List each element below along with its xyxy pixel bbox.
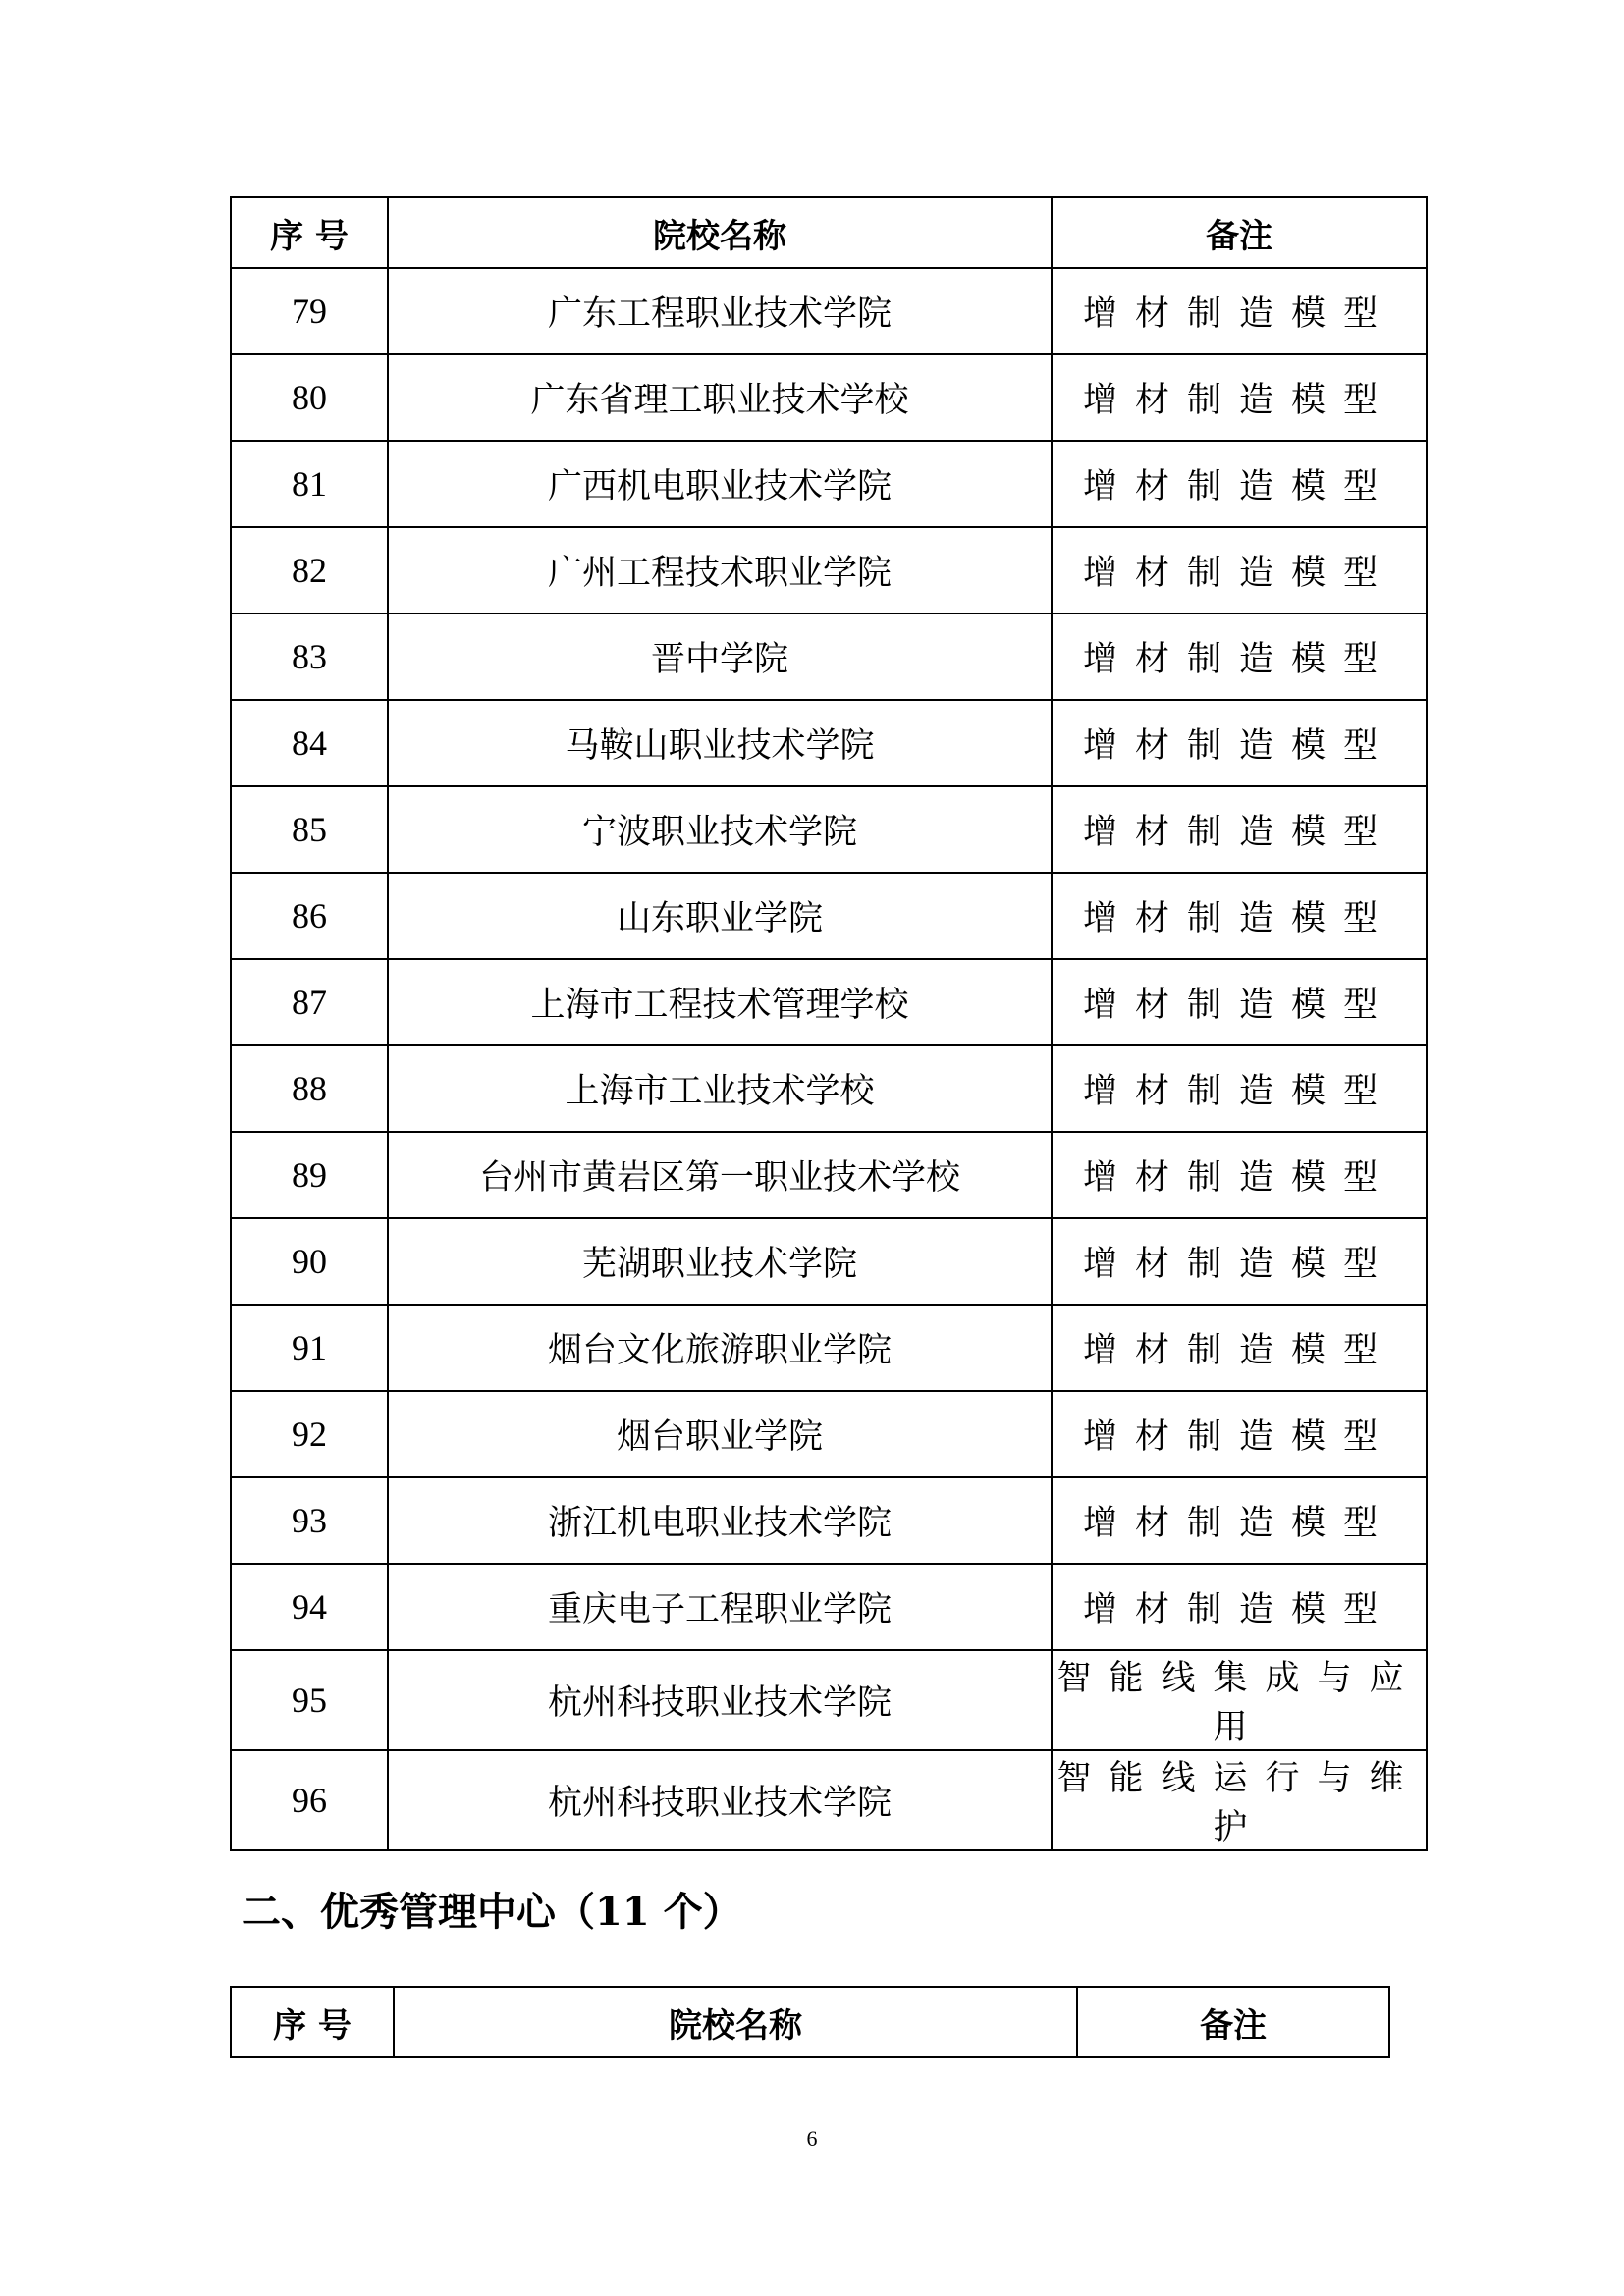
table-row — [231, 1477, 1427, 1564]
table-row — [231, 1750, 1427, 1850]
table-row — [231, 1564, 1427, 1650]
row-note: 增材制造模型 — [1052, 1564, 1427, 1650]
row-school-name: 烟台职业学院 — [388, 1391, 1052, 1477]
row-school-name: 台州市黄岩区第一职业技术学校 — [388, 1132, 1052, 1218]
table-row — [231, 959, 1427, 1045]
row-school-name: 宁波职业技术学院 — [388, 786, 1052, 873]
row-school-name: 烟台文化旅游职业学院 — [388, 1305, 1052, 1391]
table-row — [231, 1650, 1427, 1750]
table-row — [231, 786, 1427, 873]
row-note: 增材制造模型 — [1052, 614, 1427, 700]
row-school-name: 浙江机电职业技术学院 — [388, 1477, 1052, 1564]
table-row — [231, 441, 1427, 527]
row-note: 增材制造模型 — [1052, 1045, 1427, 1132]
table-row — [231, 1132, 1427, 1218]
row-note: 增材制造模型 — [1052, 441, 1427, 527]
table-header-row — [231, 197, 1427, 268]
row-seq: 91 — [231, 1305, 388, 1391]
row-note: 增材制造模型 — [1052, 1391, 1427, 1477]
row-seq: 83 — [231, 614, 388, 700]
row-note: 增材制造模型 — [1052, 700, 1427, 786]
table-row — [231, 1391, 1427, 1477]
table-row — [231, 1045, 1427, 1132]
row-seq: 92 — [231, 1391, 388, 1477]
row-note: 增材制造模型 — [1052, 786, 1427, 873]
table-row — [231, 1305, 1427, 1391]
row-seq: 90 — [231, 1218, 388, 1305]
row-seq: 95 — [231, 1650, 388, 1750]
row-school-name: 广西机电职业技术学院 — [388, 441, 1052, 527]
row-school-name: 上海市工程技术管理学校 — [388, 959, 1052, 1045]
row-school-name: 山东职业学院 — [388, 873, 1052, 959]
row-seq: 94 — [231, 1564, 388, 1650]
row-note: 增材制造模型 — [1052, 527, 1427, 614]
management-centers-table — [230, 1986, 1390, 2058]
table-row — [231, 1218, 1427, 1305]
page-number: 6 — [806, 2126, 818, 2151]
row-note: 增材制造模型 — [1052, 959, 1427, 1045]
row-seq: 84 — [231, 700, 388, 786]
table-row — [231, 700, 1427, 786]
row-school-name: 上海市工业技术学校 — [388, 1045, 1052, 1132]
row-note: 智能线集成与应用 — [1052, 1650, 1427, 1750]
row-seq: 89 — [231, 1132, 388, 1218]
header-school-name: 院校名称 — [394, 1987, 1077, 2057]
row-seq: 93 — [231, 1477, 388, 1564]
row-note: 增材制造模型 — [1052, 354, 1427, 441]
row-seq: 80 — [231, 354, 388, 441]
table-row — [231, 614, 1427, 700]
schools-table — [230, 196, 1428, 1851]
row-school-name: 马鞍山职业技术学院 — [388, 700, 1052, 786]
row-seq: 79 — [231, 268, 388, 354]
row-school-name: 重庆电子工程职业学院 — [388, 1564, 1052, 1650]
row-note: 增材制造模型 — [1052, 1477, 1427, 1564]
row-note: 增材制造模型 — [1052, 1132, 1427, 1218]
row-seq: 81 — [231, 441, 388, 527]
row-seq: 88 — [231, 1045, 388, 1132]
header-note: 备注 — [1077, 1987, 1389, 2057]
row-seq: 85 — [231, 786, 388, 873]
row-school-name: 广州工程技术职业学院 — [388, 527, 1052, 614]
row-school-name: 广东省理工职业技术学校 — [388, 354, 1052, 441]
row-seq: 96 — [231, 1750, 388, 1850]
row-seq: 87 — [231, 959, 388, 1045]
row-note: 增材制造模型 — [1052, 268, 1427, 354]
row-seq: 86 — [231, 873, 388, 959]
header-school-name: 院校名称 — [388, 197, 1052, 268]
table-header-row — [231, 1987, 1389, 2057]
table-row — [231, 873, 1427, 959]
row-note: 智能线运行与维护 — [1052, 1750, 1427, 1850]
row-school-name: 芜湖职业技术学院 — [388, 1218, 1052, 1305]
header-note: 备注 — [1052, 197, 1427, 268]
row-seq: 82 — [231, 527, 388, 614]
table-row — [231, 268, 1427, 354]
row-note: 增材制造模型 — [1052, 1305, 1427, 1391]
row-note: 增材制造模型 — [1052, 1218, 1427, 1305]
header-seq: 序 号 — [231, 197, 388, 268]
row-note: 增材制造模型 — [1052, 873, 1427, 959]
row-school-name: 杭州科技职业技术学院 — [388, 1750, 1052, 1850]
row-school-name: 杭州科技职业技术学院 — [388, 1650, 1052, 1750]
header-seq: 序 号 — [231, 1987, 394, 2057]
section-title: 二、优秀管理中心（11 个） — [242, 1889, 742, 1935]
row-school-name: 广东工程职业技术学院 — [388, 268, 1052, 354]
table-row — [231, 354, 1427, 441]
table-row — [231, 527, 1427, 614]
row-school-name: 晋中学院 — [388, 614, 1052, 700]
